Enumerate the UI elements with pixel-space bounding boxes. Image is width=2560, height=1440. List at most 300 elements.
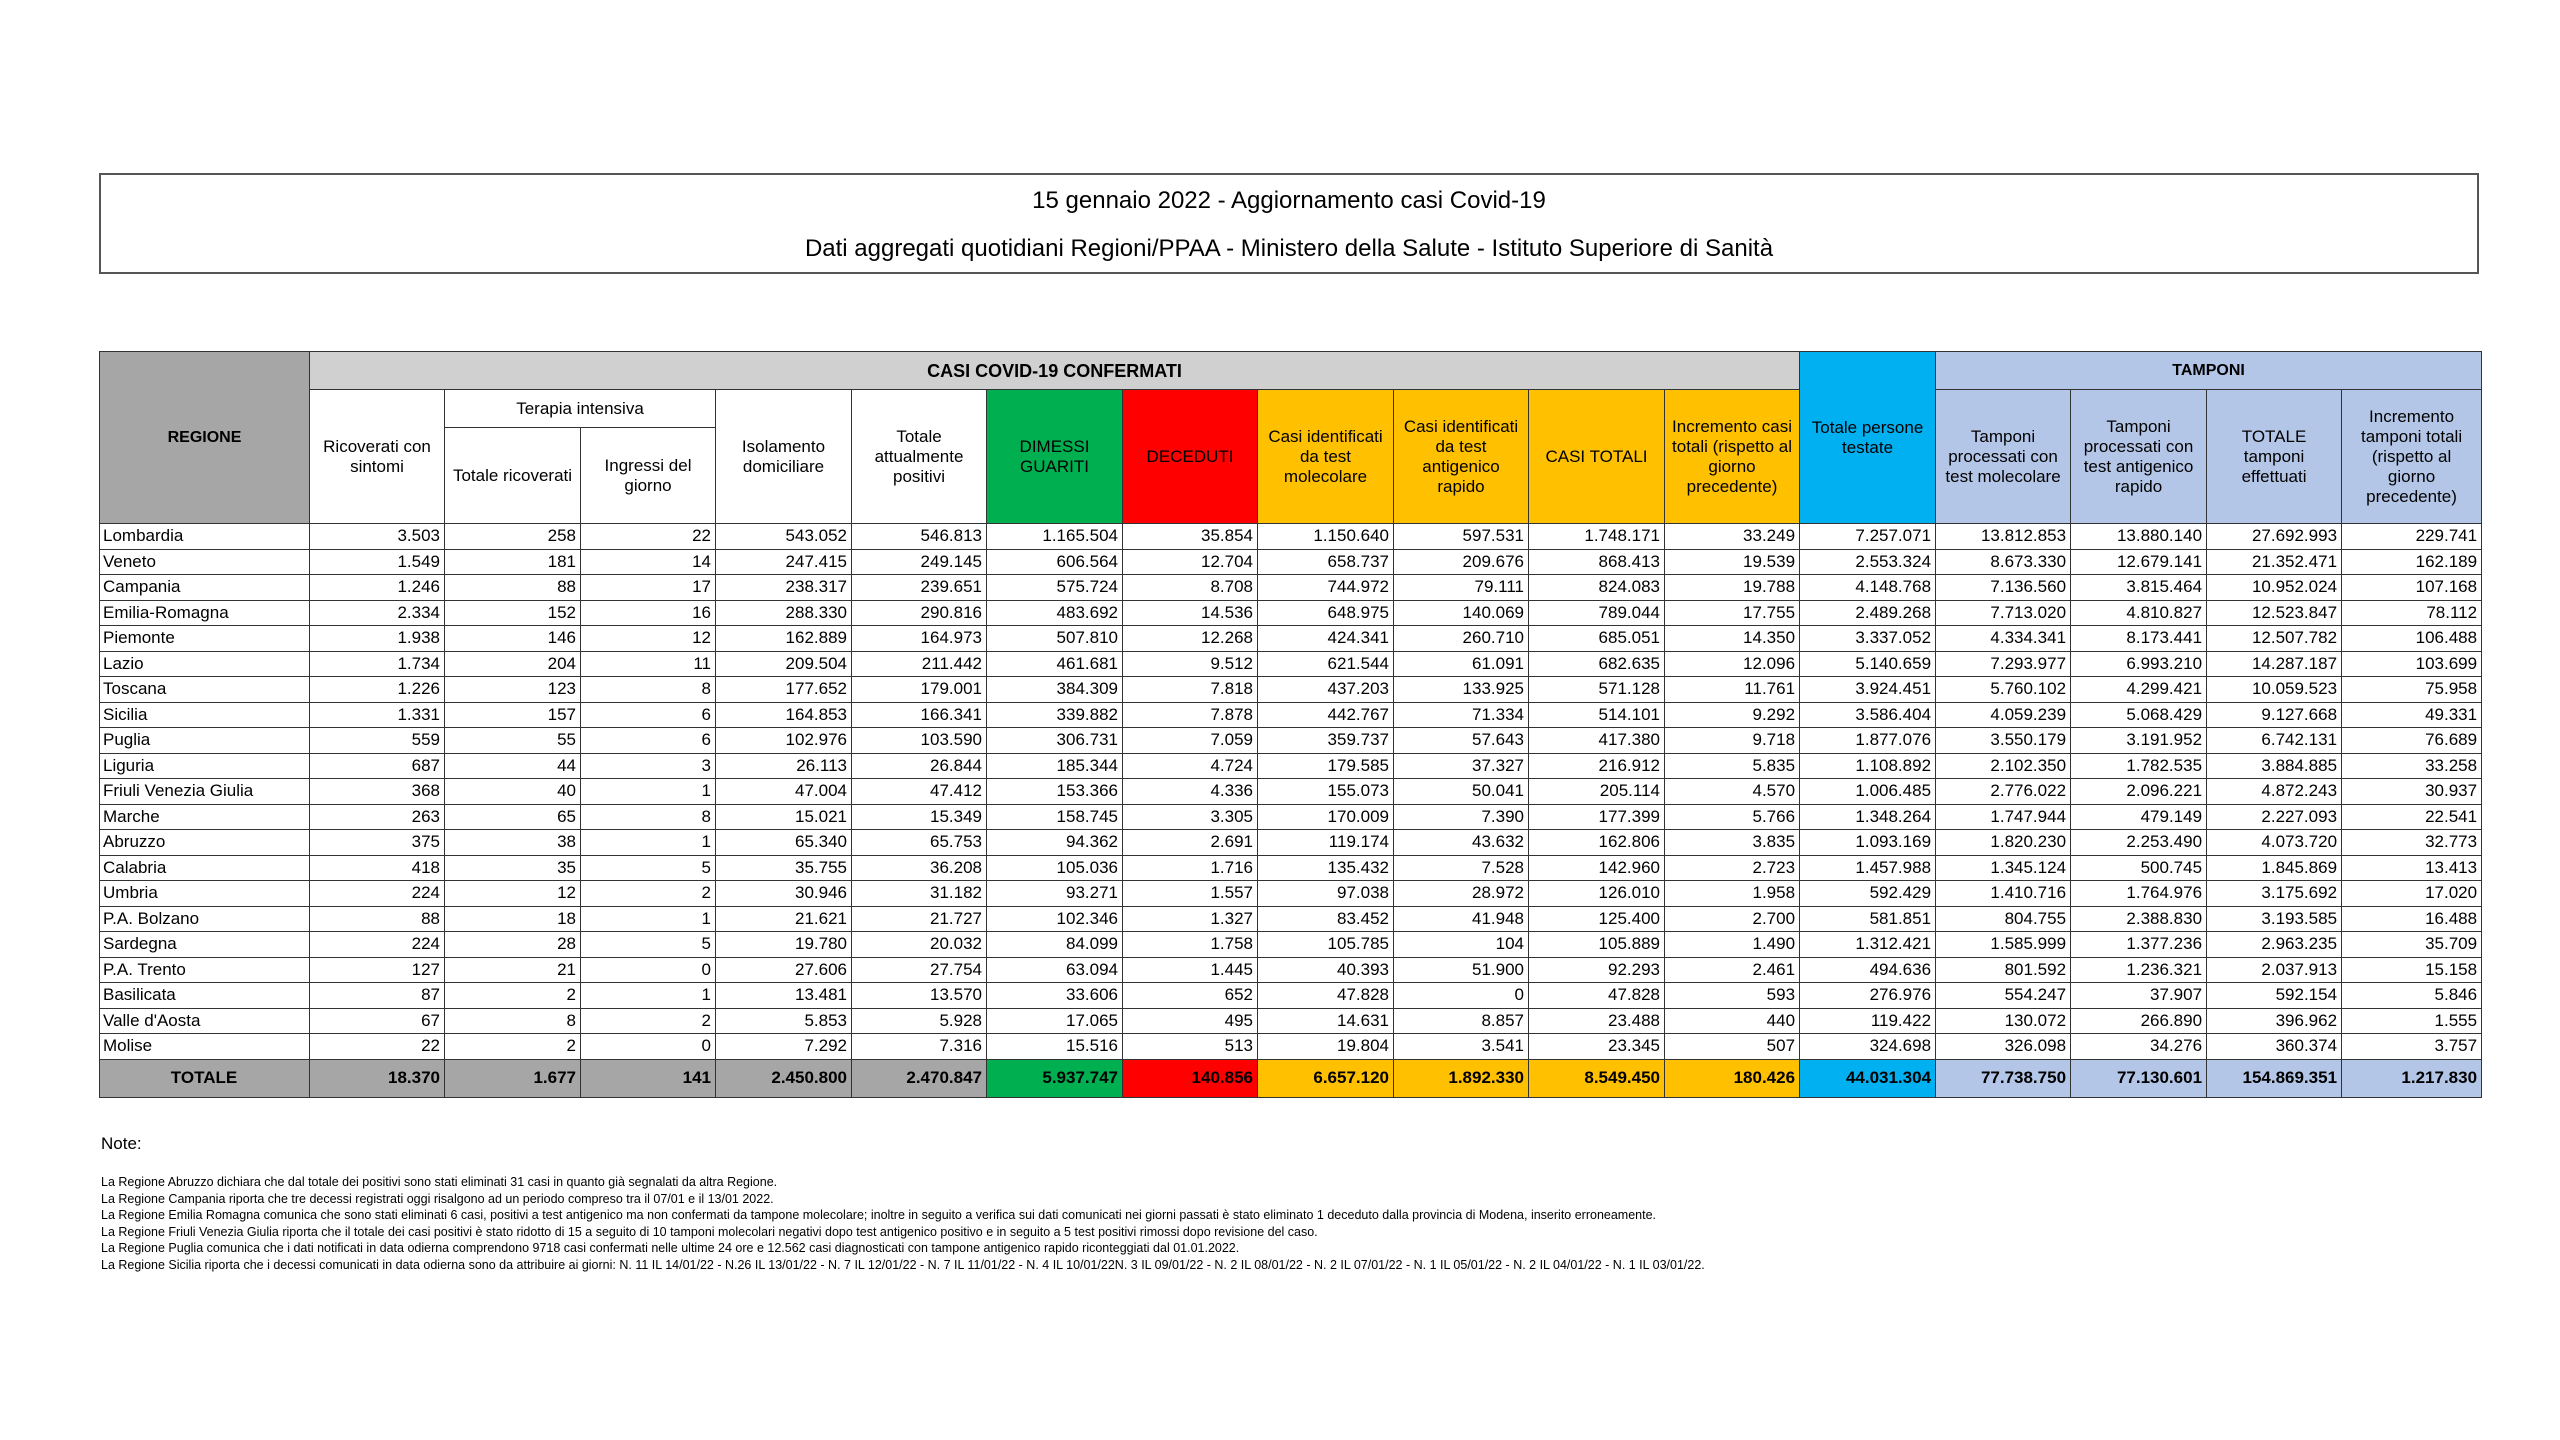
- cell-deceduti: 14.536: [1123, 600, 1258, 626]
- total-cell-tamp-mol: 77.738.750: [1936, 1059, 2071, 1097]
- cell-ti-totale: 18: [445, 906, 581, 932]
- cell-dimessi: 84.099: [987, 932, 1123, 958]
- cell-tamp-ant: 2.388.830: [2071, 906, 2207, 932]
- cell-ricoverati: 375: [310, 830, 445, 856]
- cell-ricoverati: 88: [310, 906, 445, 932]
- cell-deceduti: 8.708: [1123, 575, 1258, 601]
- cell-tamp-mol: 7.136.560: [1936, 575, 2071, 601]
- cell-persone: 1.108.892: [1800, 753, 1936, 779]
- cell-dimessi: 483.692: [987, 600, 1123, 626]
- cell-tamp-ant: 4.299.421: [2071, 677, 2207, 703]
- cell-tamp-inc: 33.258: [2342, 753, 2482, 779]
- cell-tamp-mol: 4.334.341: [1936, 626, 2071, 652]
- cell-isolamento: 247.415: [716, 549, 852, 575]
- cell-tamp-mol: 7.713.020: [1936, 600, 2071, 626]
- cell-tamp-inc: 75.958: [2342, 677, 2482, 703]
- cell-dimessi: 102.346: [987, 906, 1123, 932]
- cell-ti-totale: 204: [445, 651, 581, 677]
- cell-tamp-mol: 1.345.124: [1936, 855, 2071, 881]
- cell-tamp-inc: 5.846: [2342, 983, 2482, 1009]
- cell-regione: Veneto: [100, 549, 310, 575]
- cell-positivi: 546.813: [852, 524, 987, 550]
- cell-casi-totali: 177.399: [1529, 804, 1665, 830]
- cell-casi-totali: 1.748.171: [1529, 524, 1665, 550]
- cell-incremento: 14.350: [1665, 626, 1800, 652]
- table-row: [100, 600, 2482, 626]
- cell-molecolare: 648.975: [1258, 600, 1394, 626]
- notes-list: [101, 1174, 1705, 1274]
- cell-antigenico: 597.531: [1394, 524, 1529, 550]
- cell-ti-ingressi: 1: [581, 779, 716, 805]
- header-terapia-intensiva: Terapia intensiva: [445, 390, 716, 428]
- cell-tamp-mol: 1.410.716: [1936, 881, 2071, 907]
- cell-tamp-tot: 2.963.235: [2207, 932, 2342, 958]
- cell-tamp-ant: 3.815.464: [2071, 575, 2207, 601]
- cell-molecolare: 744.972: [1258, 575, 1394, 601]
- cell-tamp-mol: 3.550.179: [1936, 728, 2071, 754]
- cell-positivi: 5.928: [852, 1008, 987, 1034]
- cell-ti-ingressi: 0: [581, 957, 716, 983]
- cell-positivi: 36.208: [852, 855, 987, 881]
- cell-ricoverati: 263: [310, 804, 445, 830]
- cell-tamp-inc: 1.555: [2342, 1008, 2482, 1034]
- cell-persone: 592.429: [1800, 881, 1936, 907]
- table-row-total: [100, 1059, 2482, 1097]
- cell-ti-totale: 2: [445, 1034, 581, 1060]
- cell-ti-totale: 40: [445, 779, 581, 805]
- note-line: La Regione Puglia comunica che i dati notificati in data odierna comprendono 9718 casi confermati nelle ultime 24 ore e 12.562 casi diagnosticati con tampone antigenico rapido riconteggiati dal 01.01.2022.: [101, 1241, 1240, 1256]
- cell-tamp-inc: 35.709: [2342, 932, 2482, 958]
- cell-antigenico: 260.710: [1394, 626, 1529, 652]
- total-cell-isolamento: 2.450.800: [716, 1059, 852, 1097]
- header-deceduti: DECEDUTI: [1123, 390, 1258, 524]
- cell-incremento: 2.723: [1665, 855, 1800, 881]
- cell-persone: 1.877.076: [1800, 728, 1936, 754]
- cell-ricoverati: 687: [310, 753, 445, 779]
- cell-antigenico: 57.643: [1394, 728, 1529, 754]
- cell-tamp-ant: 2.096.221: [2071, 779, 2207, 805]
- cell-isolamento: 65.340: [716, 830, 852, 856]
- header-tamponi-incremento: Incremento tamponi totali (rispetto al giorno precedente): [2342, 390, 2482, 524]
- cell-molecolare: 105.785: [1258, 932, 1394, 958]
- cell-dimessi: 158.745: [987, 804, 1123, 830]
- cell-dimessi: 384.309: [987, 677, 1123, 703]
- cell-ricoverati: 1.734: [310, 651, 445, 677]
- cell-dimessi: 94.362: [987, 830, 1123, 856]
- cell-persone: 1.312.421: [1800, 932, 1936, 958]
- cell-tamp-ant: 8.173.441: [2071, 626, 2207, 652]
- cell-positivi: 103.590: [852, 728, 987, 754]
- cell-isolamento: 102.976: [716, 728, 852, 754]
- cell-deceduti: 652: [1123, 983, 1258, 1009]
- cell-ricoverati: 418: [310, 855, 445, 881]
- note-line: La Regione Friuli Venezia Giulia riporta che il totale dei casi positivi è stato ridotto di 15 a seguito di 10 tamponi molecolari negativi dopo test antigenico positivo e in seguito a 5 test positivi rimossi dopo revisione del caso.: [101, 1224, 1318, 1239]
- cell-persone: 7.257.071: [1800, 524, 1936, 550]
- cell-casi-totali: 682.635: [1529, 651, 1665, 677]
- cell-tamp-ant: 500.745: [2071, 855, 2207, 881]
- cell-molecolare: 1.150.640: [1258, 524, 1394, 550]
- cell-antigenico: 37.327: [1394, 753, 1529, 779]
- cell-persone: 2.489.268: [1800, 600, 1936, 626]
- cell-antigenico: 43.632: [1394, 830, 1529, 856]
- cell-dimessi: 461.681: [987, 651, 1123, 677]
- cell-tamp-ant: 34.276: [2071, 1034, 2207, 1060]
- cell-ti-totale: 8: [445, 1008, 581, 1034]
- cell-ricoverati: 224: [310, 932, 445, 958]
- cell-molecolare: 135.432: [1258, 855, 1394, 881]
- report-subtitle: Dati aggregati quotidiani Regioni/PPAA - Ministero della Salute - Istituto Superiore di Sanità: [804, 235, 1774, 262]
- cell-positivi: 166.341: [852, 702, 987, 728]
- cell-isolamento: 35.755: [716, 855, 852, 881]
- cell-ti-ingressi: 8: [581, 804, 716, 830]
- cell-incremento: 1.490: [1665, 932, 1800, 958]
- cell-ricoverati: 127: [310, 957, 445, 983]
- cell-incremento: 17.755: [1665, 600, 1800, 626]
- cell-ricoverati: 368: [310, 779, 445, 805]
- cell-tamp-ant: 6.993.210: [2071, 651, 2207, 677]
- cell-molecolare: 442.767: [1258, 702, 1394, 728]
- cell-antigenico: 50.041: [1394, 779, 1529, 805]
- cell-tamp-mol: 1.585.999: [1936, 932, 2071, 958]
- cell-isolamento: 177.652: [716, 677, 852, 703]
- cell-deceduti: 4.724: [1123, 753, 1258, 779]
- cell-tamp-inc: 15.158: [2342, 957, 2482, 983]
- cell-antigenico: 61.091: [1394, 651, 1529, 677]
- cell-molecolare: 424.341: [1258, 626, 1394, 652]
- cell-deceduti: 1.716: [1123, 855, 1258, 881]
- cell-tamp-mol: 13.812.853: [1936, 524, 2071, 550]
- cell-molecolare: 83.452: [1258, 906, 1394, 932]
- header-incremento-casi: Incremento casi totali (rispetto al giorno precedente): [1665, 390, 1800, 524]
- cell-ti-totale: 181: [445, 549, 581, 575]
- cell-positivi: 31.182: [852, 881, 987, 907]
- header-persone-testate: Totale persone testate: [1800, 352, 1936, 524]
- cell-tamp-tot: 12.523.847: [2207, 600, 2342, 626]
- cell-ti-totale: 258: [445, 524, 581, 550]
- cell-casi-totali: 514.101: [1529, 702, 1665, 728]
- cell-persone: 3.586.404: [1800, 702, 1936, 728]
- cell-antigenico: 0: [1394, 983, 1529, 1009]
- cell-casi-totali: 142.960: [1529, 855, 1665, 881]
- cell-positivi: 290.816: [852, 600, 987, 626]
- cell-deceduti: 513: [1123, 1034, 1258, 1060]
- cell-incremento: 1.958: [1665, 881, 1800, 907]
- cell-dimessi: 63.094: [987, 957, 1123, 983]
- cell-casi-totali: 685.051: [1529, 626, 1665, 652]
- cell-persone: 3.924.451: [1800, 677, 1936, 703]
- total-cell-ti-ingressi: 141: [581, 1059, 716, 1097]
- header-dimessi: DIMESSI GUARITI: [987, 390, 1123, 524]
- cell-regione: P.A. Trento: [100, 957, 310, 983]
- cell-ti-ingressi: 6: [581, 728, 716, 754]
- cell-ti-totale: 38: [445, 830, 581, 856]
- cell-ti-ingressi: 1: [581, 906, 716, 932]
- header-regione: REGIONE: [100, 352, 310, 524]
- cell-isolamento: 7.292: [716, 1034, 852, 1060]
- cell-incremento: 2.700: [1665, 906, 1800, 932]
- cell-ricoverati: 67: [310, 1008, 445, 1034]
- cell-persone: 276.976: [1800, 983, 1936, 1009]
- cell-tamp-ant: 479.149: [2071, 804, 2207, 830]
- cell-regione: Lombardia: [100, 524, 310, 550]
- cell-tamp-ant: 2.253.490: [2071, 830, 2207, 856]
- total-cell-incremento: 180.426: [1665, 1059, 1800, 1097]
- table-row: [100, 677, 2482, 703]
- cell-tamp-ant: 266.890: [2071, 1008, 2207, 1034]
- cell-tamp-tot: 21.352.471: [2207, 549, 2342, 575]
- cell-antigenico: 7.390: [1394, 804, 1529, 830]
- cell-dimessi: 33.606: [987, 983, 1123, 1009]
- total-cell-regione: TOTALE: [100, 1059, 310, 1097]
- cell-tamp-tot: 12.507.782: [2207, 626, 2342, 652]
- table-row: [100, 855, 2482, 881]
- cell-tamp-mol: 801.592: [1936, 957, 2071, 983]
- cell-ricoverati: 1.549: [310, 549, 445, 575]
- cell-deceduti: 9.512: [1123, 651, 1258, 677]
- cell-tamp-mol: 130.072: [1936, 1008, 2071, 1034]
- cell-persone: 1.457.988: [1800, 855, 1936, 881]
- cell-positivi: 239.651: [852, 575, 987, 601]
- cell-persone: 3.337.052: [1800, 626, 1936, 652]
- cell-tamp-inc: 106.488: [2342, 626, 2482, 652]
- cell-regione: Sicilia: [100, 702, 310, 728]
- cell-dimessi: 153.366: [987, 779, 1123, 805]
- notes-title: Note:: [101, 1134, 142, 1153]
- cell-tamp-tot: 592.154: [2207, 983, 2342, 1009]
- cell-tamp-tot: 9.127.668: [2207, 702, 2342, 728]
- table-row: [100, 932, 2482, 958]
- cell-regione: Emilia-Romagna: [100, 600, 310, 626]
- cell-ti-ingressi: 12: [581, 626, 716, 652]
- cell-ti-ingressi: 6: [581, 702, 716, 728]
- cell-deceduti: 35.854: [1123, 524, 1258, 550]
- covid-data-table: [99, 351, 2482, 1098]
- table-row: [100, 549, 2482, 575]
- report-title: 15 gennaio 2022 - Aggiornamento casi Covid-19: [1032, 187, 1546, 214]
- cell-tamp-tot: 2.037.913: [2207, 957, 2342, 983]
- cell-tamp-inc: 229.741: [2342, 524, 2482, 550]
- cell-tamp-tot: 4.073.720: [2207, 830, 2342, 856]
- cell-molecolare: 359.737: [1258, 728, 1394, 754]
- cell-tamp-mol: 804.755: [1936, 906, 2071, 932]
- cell-regione: Basilicata: [100, 983, 310, 1009]
- cell-tamp-inc: 107.168: [2342, 575, 2482, 601]
- cell-positivi: 65.753: [852, 830, 987, 856]
- header-positivi: Totale attualmente positivi: [852, 390, 987, 524]
- cell-casi-totali: 789.044: [1529, 600, 1665, 626]
- cell-positivi: 47.412: [852, 779, 987, 805]
- cell-antigenico: 209.676: [1394, 549, 1529, 575]
- cell-deceduti: 1.557: [1123, 881, 1258, 907]
- cell-isolamento: 543.052: [716, 524, 852, 550]
- cell-antigenico: 7.528: [1394, 855, 1529, 881]
- cell-incremento: 5.766: [1665, 804, 1800, 830]
- cell-casi-totali: 92.293: [1529, 957, 1665, 983]
- note-line: La Regione Abruzzo dichiara che dal totale dei positivi sono stati eliminati 31 casi in quanto già segnalati da altra Regione.: [101, 1175, 778, 1189]
- cell-casi-totali: 105.889: [1529, 932, 1665, 958]
- cell-casi-totali: 417.380: [1529, 728, 1665, 754]
- note-line: La Regione Emilia Romagna comunica che sono stati eliminati 6 casi, positivi a test antigenico ma non confermati da tampone molecolare; inoltre in seguito a verifica sui dati comunicati nei giorni passati è stato eliminato 1 deceduto dalla provincia di Modena, inserito erroneamente.: [101, 1208, 1657, 1223]
- cell-positivi: 211.442: [852, 651, 987, 677]
- cell-isolamento: 26.113: [716, 753, 852, 779]
- cell-positivi: 20.032: [852, 932, 987, 958]
- cell-ti-totale: 28: [445, 932, 581, 958]
- cell-molecolare: 19.804: [1258, 1034, 1394, 1060]
- table-row: [100, 575, 2482, 601]
- table-row: [100, 524, 2482, 550]
- cell-positivi: 7.316: [852, 1034, 987, 1060]
- total-cell-dimessi: 5.937.747: [987, 1059, 1123, 1097]
- cell-deceduti: 1.758: [1123, 932, 1258, 958]
- cell-ricoverati: 224: [310, 881, 445, 907]
- cell-incremento: 507: [1665, 1034, 1800, 1060]
- cell-regione: Lazio: [100, 651, 310, 677]
- cell-regione: Molise: [100, 1034, 310, 1060]
- cell-tamp-tot: 27.692.993: [2207, 524, 2342, 550]
- cell-isolamento: 21.621: [716, 906, 852, 932]
- cell-casi-totali: 23.345: [1529, 1034, 1665, 1060]
- header-ti-ingressi: Ingressi del giorno: [581, 428, 716, 524]
- cell-antigenico: 51.900: [1394, 957, 1529, 983]
- header-isolamento: Isolamento domiciliare: [716, 390, 852, 524]
- cell-regione: Umbria: [100, 881, 310, 907]
- cell-molecolare: 155.073: [1258, 779, 1394, 805]
- cell-tamp-mol: 7.293.977: [1936, 651, 2071, 677]
- cell-casi-totali: 125.400: [1529, 906, 1665, 932]
- header-molecolare: Casi identificati da test molecolare: [1258, 390, 1394, 524]
- cell-tamp-ant: 1.236.321: [2071, 957, 2207, 983]
- cell-incremento: 4.570: [1665, 779, 1800, 805]
- cell-incremento: 2.461: [1665, 957, 1800, 983]
- cell-ricoverati: 87: [310, 983, 445, 1009]
- cell-isolamento: 19.780: [716, 932, 852, 958]
- header-tamponi-molecolare: Tamponi processati con test molecolare: [1936, 390, 2071, 524]
- cell-ti-totale: 55: [445, 728, 581, 754]
- cell-dimessi: 185.344: [987, 753, 1123, 779]
- header-ti-totale: Totale ricoverati: [445, 428, 581, 524]
- cell-ricoverati: 1.246: [310, 575, 445, 601]
- cell-ti-ingressi: 17: [581, 575, 716, 601]
- table-row: [100, 881, 2482, 907]
- cell-incremento: 11.761: [1665, 677, 1800, 703]
- cell-tamp-tot: 10.059.523: [2207, 677, 2342, 703]
- cell-deceduti: 3.305: [1123, 804, 1258, 830]
- cell-molecolare: 437.203: [1258, 677, 1394, 703]
- cell-persone: 581.851: [1800, 906, 1936, 932]
- cell-dimessi: 306.731: [987, 728, 1123, 754]
- cell-molecolare: 621.544: [1258, 651, 1394, 677]
- cell-tamp-inc: 76.689: [2342, 728, 2482, 754]
- total-cell-molecolare: 6.657.120: [1258, 1059, 1394, 1097]
- total-cell-ricoverati: 18.370: [310, 1059, 445, 1097]
- cell-ti-ingressi: 5: [581, 932, 716, 958]
- cell-ti-totale: 21: [445, 957, 581, 983]
- cell-regione: Valle d'Aosta: [100, 1008, 310, 1034]
- cell-incremento: 9.718: [1665, 728, 1800, 754]
- cell-ti-ingressi: 1: [581, 830, 716, 856]
- cell-regione: Calabria: [100, 855, 310, 881]
- cell-regione: Marche: [100, 804, 310, 830]
- cell-persone: 5.140.659: [1800, 651, 1936, 677]
- cell-persone: 2.553.324: [1800, 549, 1936, 575]
- cell-casi-totali: 868.413: [1529, 549, 1665, 575]
- cell-regione: Friuli Venezia Giulia: [100, 779, 310, 805]
- table-row: [100, 651, 2482, 677]
- cell-isolamento: 288.330: [716, 600, 852, 626]
- cell-casi-totali: 162.806: [1529, 830, 1665, 856]
- cell-ti-totale: 157: [445, 702, 581, 728]
- cell-tamp-mol: 2.102.350: [1936, 753, 2071, 779]
- cell-tamp-tot: 6.742.131: [2207, 728, 2342, 754]
- cell-incremento: 3.835: [1665, 830, 1800, 856]
- cell-tamp-inc: 3.757: [2342, 1034, 2482, 1060]
- table-row: [100, 906, 2482, 932]
- cell-tamp-tot: 396.962: [2207, 1008, 2342, 1034]
- cell-molecolare: 658.737: [1258, 549, 1394, 575]
- cell-persone: 1.348.264: [1800, 804, 1936, 830]
- cell-regione: Sardegna: [100, 932, 310, 958]
- cell-tamp-tot: 4.872.243: [2207, 779, 2342, 805]
- cell-ti-ingressi: 2: [581, 1008, 716, 1034]
- total-cell-positivi: 2.470.847: [852, 1059, 987, 1097]
- cell-tamp-tot: 360.374: [2207, 1034, 2342, 1060]
- cell-regione: Abruzzo: [100, 830, 310, 856]
- cell-casi-totali: 824.083: [1529, 575, 1665, 601]
- cell-ti-ingressi: 3: [581, 753, 716, 779]
- table-row: [100, 804, 2482, 830]
- cell-regione: Piemonte: [100, 626, 310, 652]
- table-row: [100, 728, 2482, 754]
- total-cell-deceduti: 140.856: [1123, 1059, 1258, 1097]
- cell-tamp-mol: 5.760.102: [1936, 677, 2071, 703]
- cell-ti-ingressi: 16: [581, 600, 716, 626]
- cell-ti-totale: 2: [445, 983, 581, 1009]
- table-row: [100, 753, 2482, 779]
- cell-persone: 494.636: [1800, 957, 1936, 983]
- cell-positivi: 249.145: [852, 549, 987, 575]
- cell-regione: Campania: [100, 575, 310, 601]
- cell-deceduti: 12.704: [1123, 549, 1258, 575]
- cell-deceduti: 7.059: [1123, 728, 1258, 754]
- cell-tamp-ant: 1.782.535: [2071, 753, 2207, 779]
- cell-molecolare: 47.828: [1258, 983, 1394, 1009]
- cell-molecolare: 119.174: [1258, 830, 1394, 856]
- total-cell-antigenico: 1.892.330: [1394, 1059, 1529, 1097]
- cell-antigenico: 140.069: [1394, 600, 1529, 626]
- cell-deceduti: 7.818: [1123, 677, 1258, 703]
- cell-tamp-tot: 14.287.187: [2207, 651, 2342, 677]
- cell-ricoverati: 3.503: [310, 524, 445, 550]
- cell-ti-ingressi: 11: [581, 651, 716, 677]
- cell-ti-ingressi: 0: [581, 1034, 716, 1060]
- cell-ti-totale: 65: [445, 804, 581, 830]
- cell-positivi: 164.973: [852, 626, 987, 652]
- cell-isolamento: 5.853: [716, 1008, 852, 1034]
- cell-regione: Puglia: [100, 728, 310, 754]
- cell-tamp-mol: 8.673.330: [1936, 549, 2071, 575]
- cell-incremento: 19.788: [1665, 575, 1800, 601]
- cell-persone: 1.093.169: [1800, 830, 1936, 856]
- cell-isolamento: 13.481: [716, 983, 852, 1009]
- cell-casi-totali: 571.128: [1529, 677, 1665, 703]
- cell-tamp-tot: 2.227.093: [2207, 804, 2342, 830]
- cell-ti-totale: 88: [445, 575, 581, 601]
- cell-tamp-mol: 326.098: [1936, 1034, 2071, 1060]
- cell-ti-ingressi: 14: [581, 549, 716, 575]
- header-casi-confermati: CASI COVID-19 CONFERMATI: [310, 352, 1800, 390]
- header-tamponi: TAMPONI: [1936, 352, 2482, 390]
- cell-deceduti: 4.336: [1123, 779, 1258, 805]
